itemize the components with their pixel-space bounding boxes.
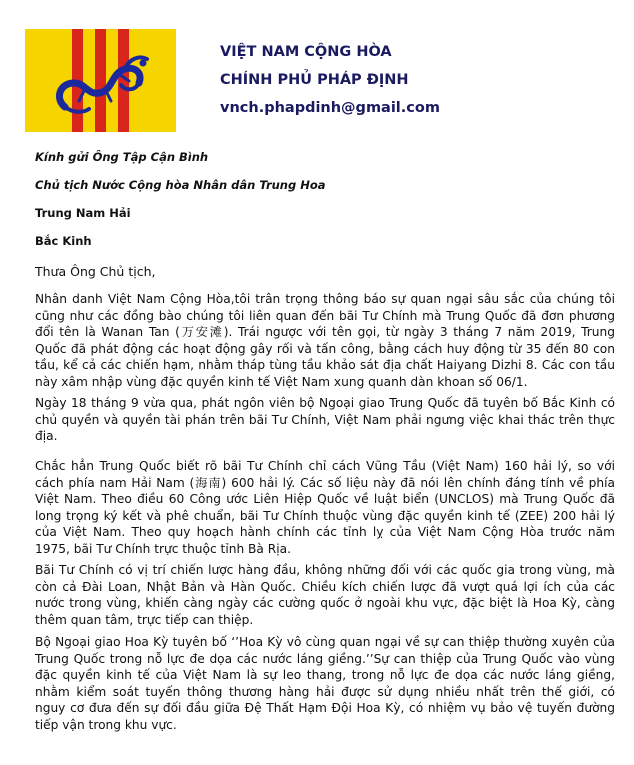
paragraph-line: chủ quyền và quyền tài phán trên bãi Tư Chính, Việt Nam phải ngưng việc khai thác trên thực (35, 412, 615, 427)
paragraph-line: nhằm kiểm soát tuyến thông thương hàng hải được sử dụng nhiều nhất trên thế giới, có (35, 684, 615, 699)
paragraph-line: này xâm nhập vùng đặc quyền kinh tế Việt Nam xung quanh dàn khoan số 06/1. (35, 374, 528, 389)
recipient-title: Chủ tịch Nước Cộng hòa Nhân dân Trung Hoa (35, 178, 326, 192)
paragraph-line: của Việt Nam. Theo quy hoạch hành chính các tỉnh lỵ của Việt Nam Cộng Hòa trước năm (35, 525, 615, 540)
paragraph-line: Chắc hẳn Trung Quốc biết rõ bãi Tư Chính chỉ cách Vũng Tầu (Việt Nam) 160 hải lý, so với (35, 459, 615, 473)
flag-stripe-2 (95, 29, 106, 132)
letterhead (220, 38, 440, 122)
paragraph-line: Trung Quốc trong nỗ lực đe dọa các nước láng giềng.’’Sự can thiệp của Trung Quốc vào vùng (35, 651, 615, 666)
paragraph-line: Nhân danh Việt Nam Cộng Hòa,tôi trân trọng thông báo sự quan ngại sâu sắc của chúng tôi (35, 292, 615, 306)
paragraph-4 (35, 562, 615, 628)
paragraph-line: Việt Nam. Theo điều 60 Công ước Liên Hiệp Quốc về luật biển (UNCLOS) mà Trung Quốc đã (35, 492, 615, 507)
recipient-place: Trung Nam Hải (35, 206, 131, 220)
paragraph-line: nước trong vùng, khiến càng ngày các cường quốc ở ngoài khu vực, đặc biệt là Hoa Kỳ, càng (35, 596, 615, 611)
paragraph-3 (35, 458, 615, 558)
paragraph-line: long trọng ký kết và phê chuẩn, bãi Tư Chính thuộc vùng đặc quyền kinh tế (ZEE) 200 hải lý (35, 508, 615, 523)
paragraph-line: Bãi Tư Chính có vị trí chiến lược hàng đầu, không những đối với các quốc gia trong vùng, mà (35, 563, 615, 577)
paragraph-line: cách phía nam Hải Nam (海南) 600 hải lý. Các số liệu này đã nói lên chính đáng tính về phía (35, 475, 615, 490)
paragraph-1 (35, 291, 615, 391)
paragraph-line: đặc quyền kinh tế của Việt Nam là sự leo thang, trong nỗ lực đe dọa các nước láng giềng, (35, 668, 615, 683)
paragraph-line: tiếp vận trong khu vực. (35, 717, 177, 732)
org-name: VIỆT NAM CỘNG HÒA (220, 44, 392, 60)
paragraph-line: Ngày 18 tháng 9 vừa qua, phát ngôn viên bộ Ngoại giao Trung Quốc đã tuyên bố Bắc Kinh có (35, 396, 615, 410)
flag-logo (25, 29, 176, 132)
paragraph-line: địa. (35, 429, 58, 444)
paragraph-line: còn cả Đài Loan, Nhật Bản và Hàn Quốc. Chiều kích chiến lược đã vượt quá lợi ích của các (35, 579, 615, 594)
salutation: Thưa Ông Chủ tịch, (35, 264, 156, 279)
paragraph-line: nguy cơ đưa đến sự đối đầu giữa Đệ Thất Hạm Đội Hoa Kỳ, có nhiệm vụ bảo vệ tuyến đường (35, 701, 615, 716)
paragraph-line: tầu, kể cả các chiến hạm, nhằm tháp tùng tầu khảo sát địa chất Haiyang Dizhi 8. Các con tầu (35, 358, 615, 373)
paragraph-5 (35, 634, 615, 734)
recipient-name: Kính gửi Ông Tập Cận Bình (35, 150, 209, 164)
gov-name: CHÍNH PHỦ PHÁP ĐỊNH (220, 72, 409, 88)
paragraph-2 (35, 395, 615, 445)
recipient-city: Bắc Kinh (35, 234, 92, 248)
paragraph-line: thêm quan tâm, trực tiếp can thiệp. (35, 612, 254, 627)
paragraph-line: Bộ Ngoại giao Hoa Kỳ tuyên bố ‘’Hoa Kỳ vô cùng quan ngại về sự can thiệp thường xuyên của (35, 635, 615, 649)
paragraph-line: đổi tên là Wanan Tan (万安滩). Trái ngược với tên gọi, từ ngày 3 tháng 7 năm 2019, Trung (35, 325, 615, 340)
contact-email: vnch.phapdinh@gmail.com (220, 100, 440, 116)
paragraph-line: Quốc đã phát động các hoạt động gây rối và tấn công, bằng cách huy động từ 35 đến 80 con (35, 341, 615, 356)
paragraph-line: 1975, bãi Tư Chính trực thuộc tỉnh Bà Rịa. (35, 541, 291, 556)
paragraph-line: cũng như các đồng bào chúng tôi liên quan đến bãi Tư Chính mà Trung Quốc đã đơn phương (35, 308, 615, 323)
